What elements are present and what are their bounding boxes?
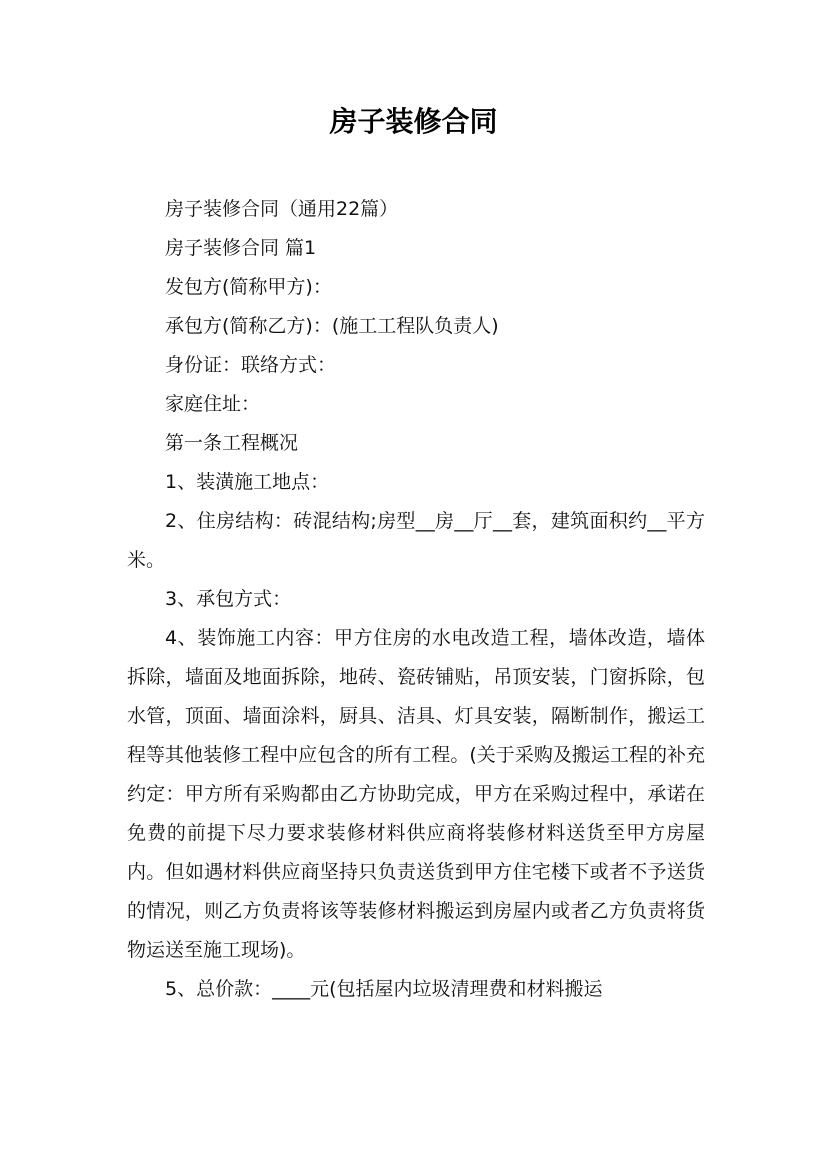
paragraph-party-b: 承包方(简称乙方)：(施工工程队负责人) <box>165 315 499 337</box>
paragraph-section-one: 第一条工程概况 <box>165 432 299 454</box>
document-body <box>127 190 705 1009</box>
paragraph-party-a: 发包方(简称甲方)： <box>165 276 332 298</box>
paragraph-article-heading: 房子装修合同 篇1 <box>165 237 317 259</box>
paragraph-item-3: 3、承包方式： <box>165 588 292 610</box>
paragraph-collection-title: 房子装修合同（通用22篇） <box>165 198 399 220</box>
paragraph-item-2: 2、住房结构：砖混结构;房型__房__厅__套，建筑面积约__平方米。 <box>127 510 705 571</box>
paragraph-item-1: 1、装潢施工地点： <box>165 471 330 493</box>
document-title: 房子装修合同 <box>329 105 498 138</box>
paragraph-item-4: 4、装饰施工内容：甲方住房的水电改造工程，墙体改造，墙体拆除，墙面及地面拆除，地砖、瓷砖铺贴，吊顶安装，门窗拆除，包水管，顶面、墙面涂料，厨具、洁具、灯具安装，隔断制作，搬运工程等其他装修工程中应包含的所有工程。(关于采购及搬运工程的补充约定：甲方所有采购都由乙方协助完成，甲方在采购过程中，承诺在免费的前提下尽力要求装修材料供应商将装修材料送货至甲方房屋内。但如遇材料供应商坚持只负责送货到甲方住宅楼下或者不予送货的情况，则乙方负责将该等装修材料搬运到房屋内或者乙方负责将货物运送至施工现场)。 <box>127 627 705 961</box>
paragraph-item-5: 5、总价款：____元(包括屋内垃圾清理费和材料搬运 <box>165 978 603 1000</box>
paragraph-id-contact: 身份证：联络方式： <box>165 354 337 376</box>
paragraph-home-address: 家庭住址： <box>165 393 261 415</box>
